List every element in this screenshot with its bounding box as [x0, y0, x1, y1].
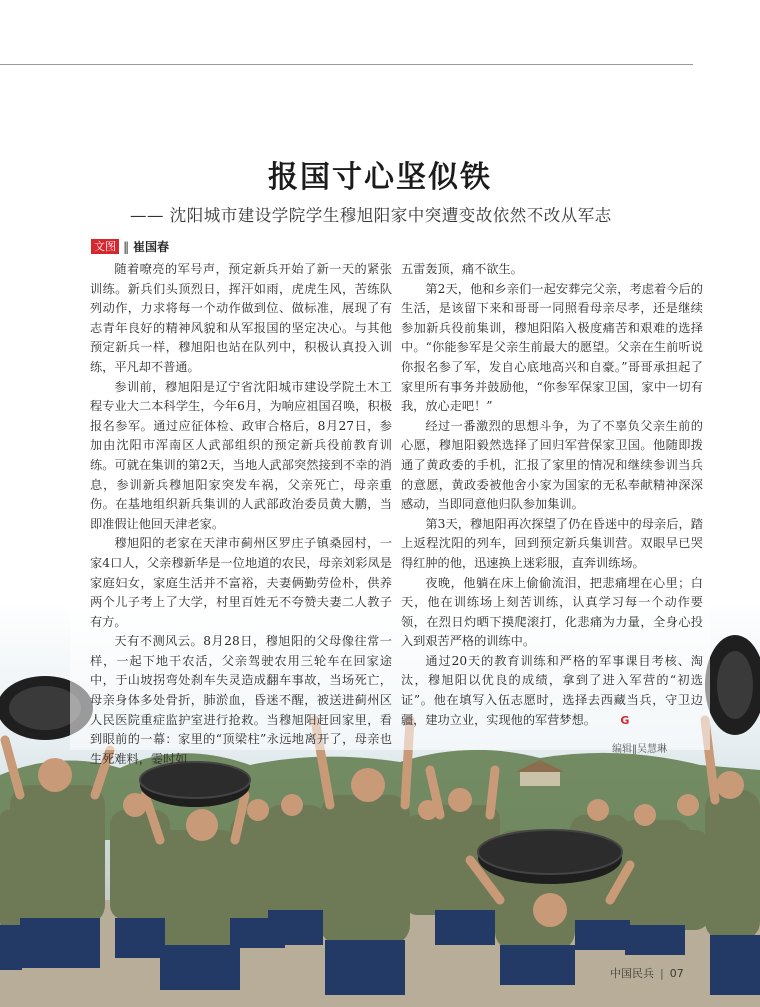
paragraph: 随着嘹亮的军号声，预定新兵开始了新一天的紧张训练。新兵们头顶烈日，挥汗如雨，虎虎生风，苦练队列动作，力求将每一个动作做到位、做标准，展现了有志青年良好的精神风貌和从军报国的坚定决心。与其他预定新兵一样，穆旭阳也站在队列中，积极认真投入训练，平凡却不普通。	[90, 262, 392, 374]
page-footer	[610, 965, 684, 981]
paragraph: 经过一番激烈的思想斗争，为了不辜负父亲生前的心愿，穆旭阳毅然选择了回归军营保家卫国。他随即拨通了黄政委的手机，汇报了家里的情况和继续参训当兵的意愿，黄政委被他舍小家为国家的无私奉献精神深深感动，当即同意他归队参加集训。	[401, 418, 703, 512]
footer-separator: |	[660, 966, 664, 980]
publication-name: 中国民兵	[610, 967, 654, 980]
byline-separator: ‖	[123, 239, 129, 254]
left-column	[90, 260, 392, 769]
paragraph: 天有不测风云。8月28日，穆旭阳的父母像往常一样，一起下地干农活，父亲驾驶农用三轮车在回家途中，于山坡拐弯处刹车失灵造成翻车事故，当场死亡，母亲身体多处骨折，肺淤血，昏迷不醒，被送进蓟州区人民医院重症监护室进行抢救。当穆旭阳赶回家里，看到眼前的一幕：家里的“顶梁柱”永远地离开了，母亲也生死难料，霎时如	[90, 634, 392, 766]
page-number: 07	[669, 966, 684, 980]
byline-author: 崔国春	[133, 240, 170, 254]
paragraph: 参训前，穆旭阳是辽宁省沈阳城市建设学院土木工程专业大二本科学生，今年6月，为响应祖国召唤，积极报名参军。通过应征体检、政审合格后，8月27日，参加由沈阳市浑南区人武部组织的预定新兵役前教育训练。可就在集训的第2天，当地人武部突然接到不幸的消息，参训新兵穆旭阳家突发车祸，父亲死亡，母亲重伤。在基地组织新兵集训的人武部政治委员黄大鹏，当即准假让他回天津老家。	[90, 379, 392, 531]
paragraph: 第2天，他和乡亲们一起安葬完父亲，考虑着今后的生活，是该留下来和哥哥一同照看母亲尽孝，还是继续参加新兵役前集训，穆旭阳陷入极度痛苦和艰难的选择中。“你能参军是父亲生前最大的愿望。父亲在生前听说你报名参了军，发自心底地高兴和自豪。”哥哥承担起了家里所有事务并鼓励他，“你参军保家卫国，家中一切有我，放心走吧！”	[401, 281, 703, 414]
paragraph: 穆旭阳的老家在天津市蓟州区罗庄子镇桑园村，一家4口人，父亲穆新华是一位地道的农民，母亲刘彩凤是家庭妇女，家庭生活并不富裕，夫妻俩勤劳俭朴，供养两个儿子考上了大学，村里百姓无不夸赞夫妻二人教子有方。	[90, 536, 392, 629]
paragraph: 五雷轰顶，痛不欲生。	[401, 262, 523, 276]
editor-credit: 编辑‖吴慧琳	[612, 744, 667, 755]
article-subtitle: —— 沈阳城市建设学院学生穆旭阳家中突遭变故依然不改从军志	[130, 206, 612, 225]
article-title: 报国寸心坚似铁	[268, 160, 492, 195]
byline-tag: 文图	[91, 239, 119, 254]
paragraph: 夜晚，他躺在床上偷偷流泪，把悲痛埋在心里；白天，他在训练场上刻苦训练，认真学习每一个动作要领，在烈日灼晒下摸爬滚打，化悲痛为力量，全身心投入到艰苦严格的训练中。	[401, 575, 703, 649]
paragraph-text: 通过20天的教育训练和严格的军事课目考核、淘汰，穆旭阳以优良的成绩，拿到了进入军营的“初选证”。他在填写入伍志愿时，选择去西藏当兵，守卫边疆，建功立业，实现他的军营梦想。	[401, 653, 703, 727]
paragraph: 第3天，穆旭阳再次探望了仍在昏迷中的母亲后，踏上返程沈阳的列车，回到预定新兵集训营。双眼早已哭得红肿的他，迅速换上迷彩服，直奔训练场。	[401, 516, 703, 570]
byline	[91, 238, 169, 255]
paragraph-last	[401, 652, 703, 730]
end-mark-icon: G	[620, 713, 630, 727]
right-column	[401, 260, 703, 730]
